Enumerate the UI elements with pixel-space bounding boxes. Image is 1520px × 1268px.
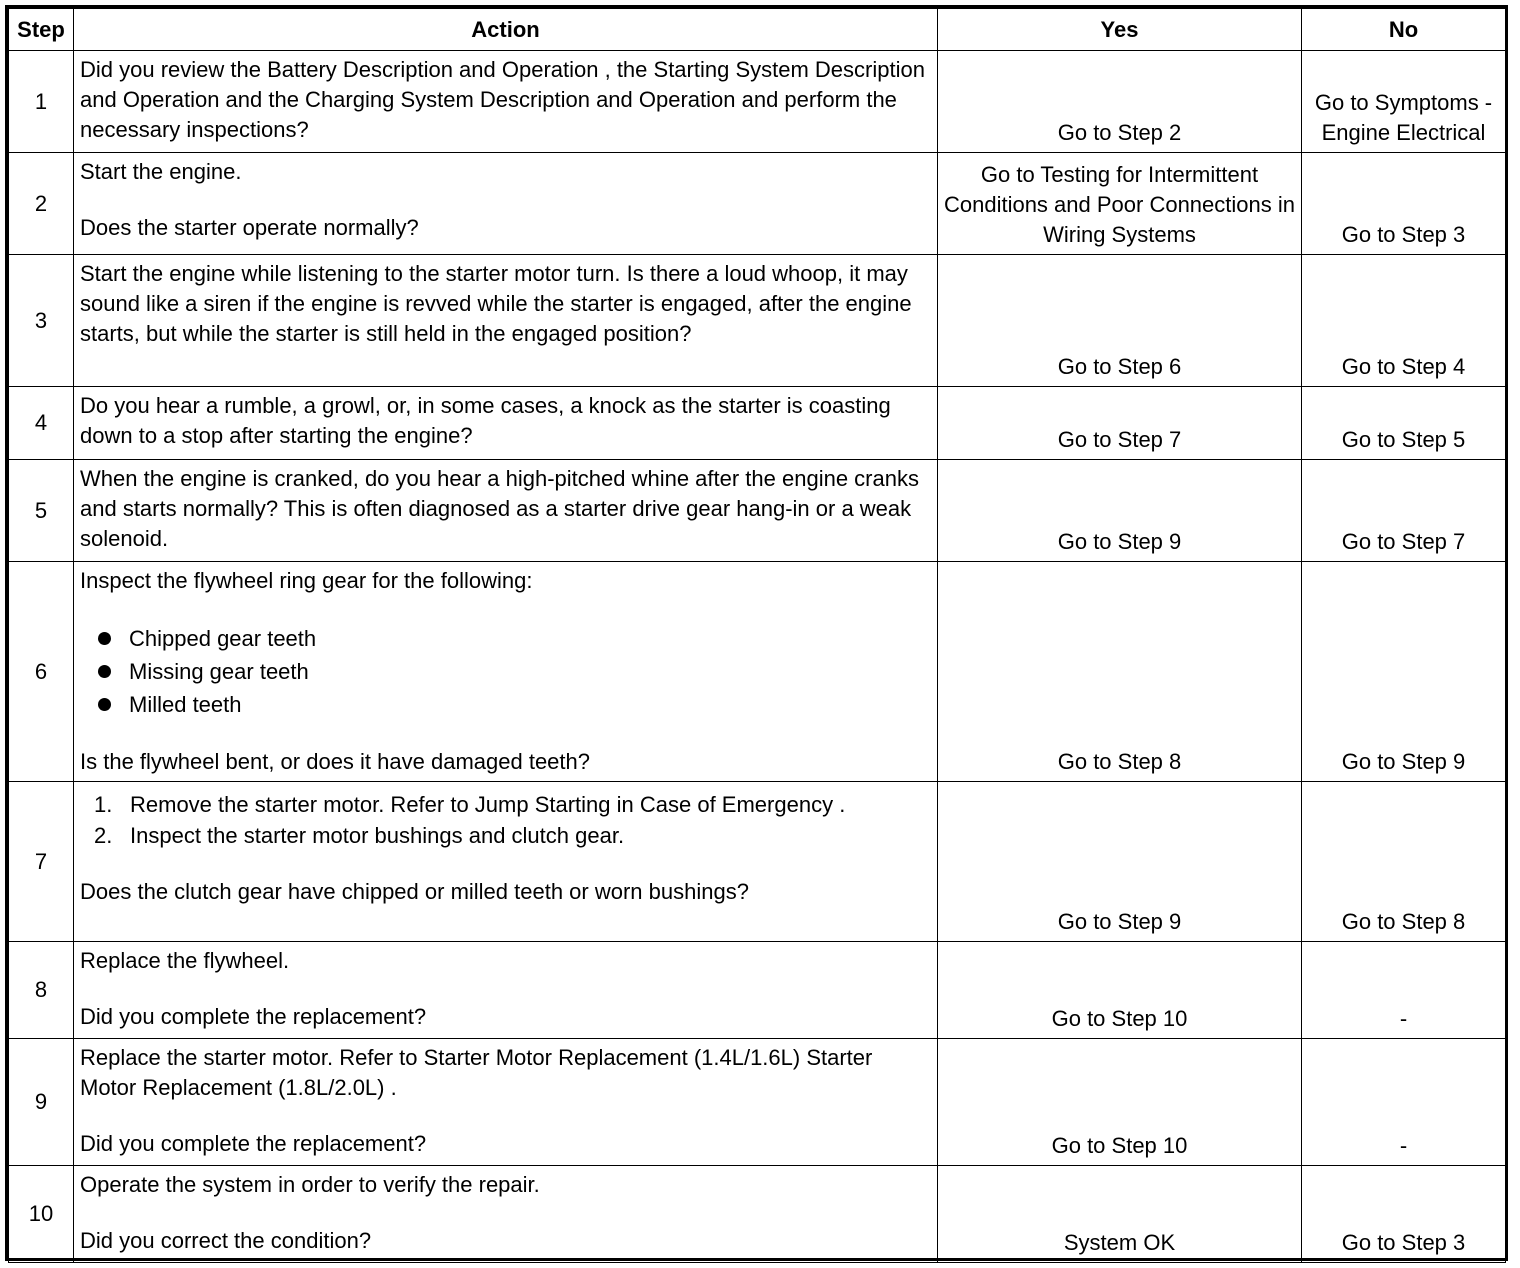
diagnostic-table-frame	[5, 5, 1508, 1261]
header-step: Step	[9, 9, 74, 51]
action-text: Inspect the flywheel ring gear for the following:	[80, 568, 533, 593]
list-item: 2. Inspect the starter motor bushings and clutch gear.	[94, 823, 625, 848]
yes-result: Go to Testing for Intermittent Conditions and Poor Connections in Wiring Systems	[938, 153, 1302, 255]
step-number: 4	[9, 387, 74, 460]
yes-result: Go to Step 10	[938, 1039, 1302, 1166]
action-text: Operate the system in order to verify the repair.	[80, 1172, 540, 1197]
yes-result: Go to Step 9	[938, 782, 1302, 942]
action-question: Did you correct the condition?	[80, 1228, 372, 1253]
header-no: No	[1302, 9, 1506, 51]
header-row	[9, 9, 1506, 51]
yes-result: Go to Step 7	[938, 387, 1302, 460]
header-action: Action	[74, 9, 938, 51]
no-result: Go to Step 5	[1302, 387, 1506, 460]
action-text: Replace the flywheel.	[80, 948, 290, 973]
list-item: Milled teeth	[80, 688, 931, 721]
list-item: Chipped gear teeth	[80, 622, 931, 655]
list-item: Missing gear teeth	[80, 655, 931, 688]
action-text: Did you review the Battery Description and Operation , the Starting System Description and Operation and the Charging System Description and Operation and perform the necessary inspections?	[74, 51, 938, 153]
action-cell	[74, 1039, 938, 1166]
yes-result: Go to Step 8	[938, 562, 1302, 782]
action-cell	[74, 782, 938, 942]
table-row	[9, 1166, 1506, 1263]
table-row	[9, 1039, 1506, 1166]
yes-result: Go to Step 10	[938, 942, 1302, 1039]
step-number: 3	[9, 255, 74, 387]
action-question: Is the flywheel bent, or does it have damaged teeth?	[80, 749, 590, 774]
action-question: Does the clutch gear have chipped or milled teeth or worn bushings?	[80, 879, 749, 904]
table-row	[9, 255, 1506, 387]
action-cell	[74, 1166, 938, 1263]
yes-result: Go to Step 6	[938, 255, 1302, 387]
no-result: Go to Step 3	[1302, 1166, 1506, 1263]
bullet-icon	[98, 665, 111, 678]
table-row	[9, 51, 1506, 153]
action-question: Does the starter operate normally?	[80, 215, 419, 240]
action-text: When the engine is cranked, do you hear a high-pitched whine after the engine cranks and starts normally? This is often diagnosed as a starter drive gear hang-in or a weak solenoid.	[74, 460, 938, 562]
step-number: 5	[9, 460, 74, 562]
table-row	[9, 387, 1506, 460]
action-text: Do you hear a rumble, a growl, or, in some cases, a knock as the starter is coasting down to a stop after starting the engine?	[74, 387, 938, 460]
bullet-icon	[98, 698, 111, 711]
bullet-icon	[98, 632, 111, 645]
yes-result: Go to Step 9	[938, 460, 1302, 562]
header-yes: Yes	[938, 9, 1302, 51]
numbered-list	[80, 790, 931, 851]
bullet-list	[80, 622, 931, 721]
step-number: 9	[9, 1039, 74, 1166]
action-text: Start the engine while listening to the starter motor turn. Is there a loud whoop, it may sound like a siren if the engine is revved while the starter is engaged, after the engine starts, but while the starter is still held in the engaged position?	[74, 255, 938, 387]
no-result: Go to Step 4	[1302, 255, 1506, 387]
action-text: Replace the starter motor. Refer to Starter Motor Replacement (1.4L/1.6L) Starter Motor Replacement (1.8L/2.0L) .	[80, 1045, 873, 1100]
step-number: 10	[9, 1166, 74, 1263]
table-row	[9, 460, 1506, 562]
diagnostic-table	[8, 8, 1506, 1263]
table-row	[9, 782, 1506, 942]
table-row	[9, 153, 1506, 255]
step-number: 7	[9, 782, 74, 942]
action-cell	[74, 942, 938, 1039]
no-result: Go to Symptoms - Engine Electrical	[1302, 51, 1506, 153]
step-number: 1	[9, 51, 74, 153]
action-text: Start the engine.	[80, 159, 242, 184]
yes-result: System OK	[938, 1166, 1302, 1263]
no-result: Go to Step 9	[1302, 562, 1506, 782]
yes-result: Go to Step 2	[938, 51, 1302, 153]
no-result: Go to Step 7	[1302, 460, 1506, 562]
action-question: Did you complete the replacement?	[80, 1131, 427, 1156]
no-result: -	[1302, 942, 1506, 1039]
table-row	[9, 562, 1506, 782]
step-number: 8	[9, 942, 74, 1039]
no-result: Go to Step 3	[1302, 153, 1506, 255]
no-result: Go to Step 8	[1302, 782, 1506, 942]
step-number: 2	[9, 153, 74, 255]
table-row	[9, 942, 1506, 1039]
step-number: 6	[9, 562, 74, 782]
no-result: -	[1302, 1039, 1506, 1166]
action-cell	[74, 562, 938, 782]
list-item: 1. Remove the starter motor. Refer to Jump Starting in Case of Emergency .	[94, 792, 846, 817]
action-cell	[74, 153, 938, 255]
action-question: Did you complete the replacement?	[80, 1004, 427, 1029]
